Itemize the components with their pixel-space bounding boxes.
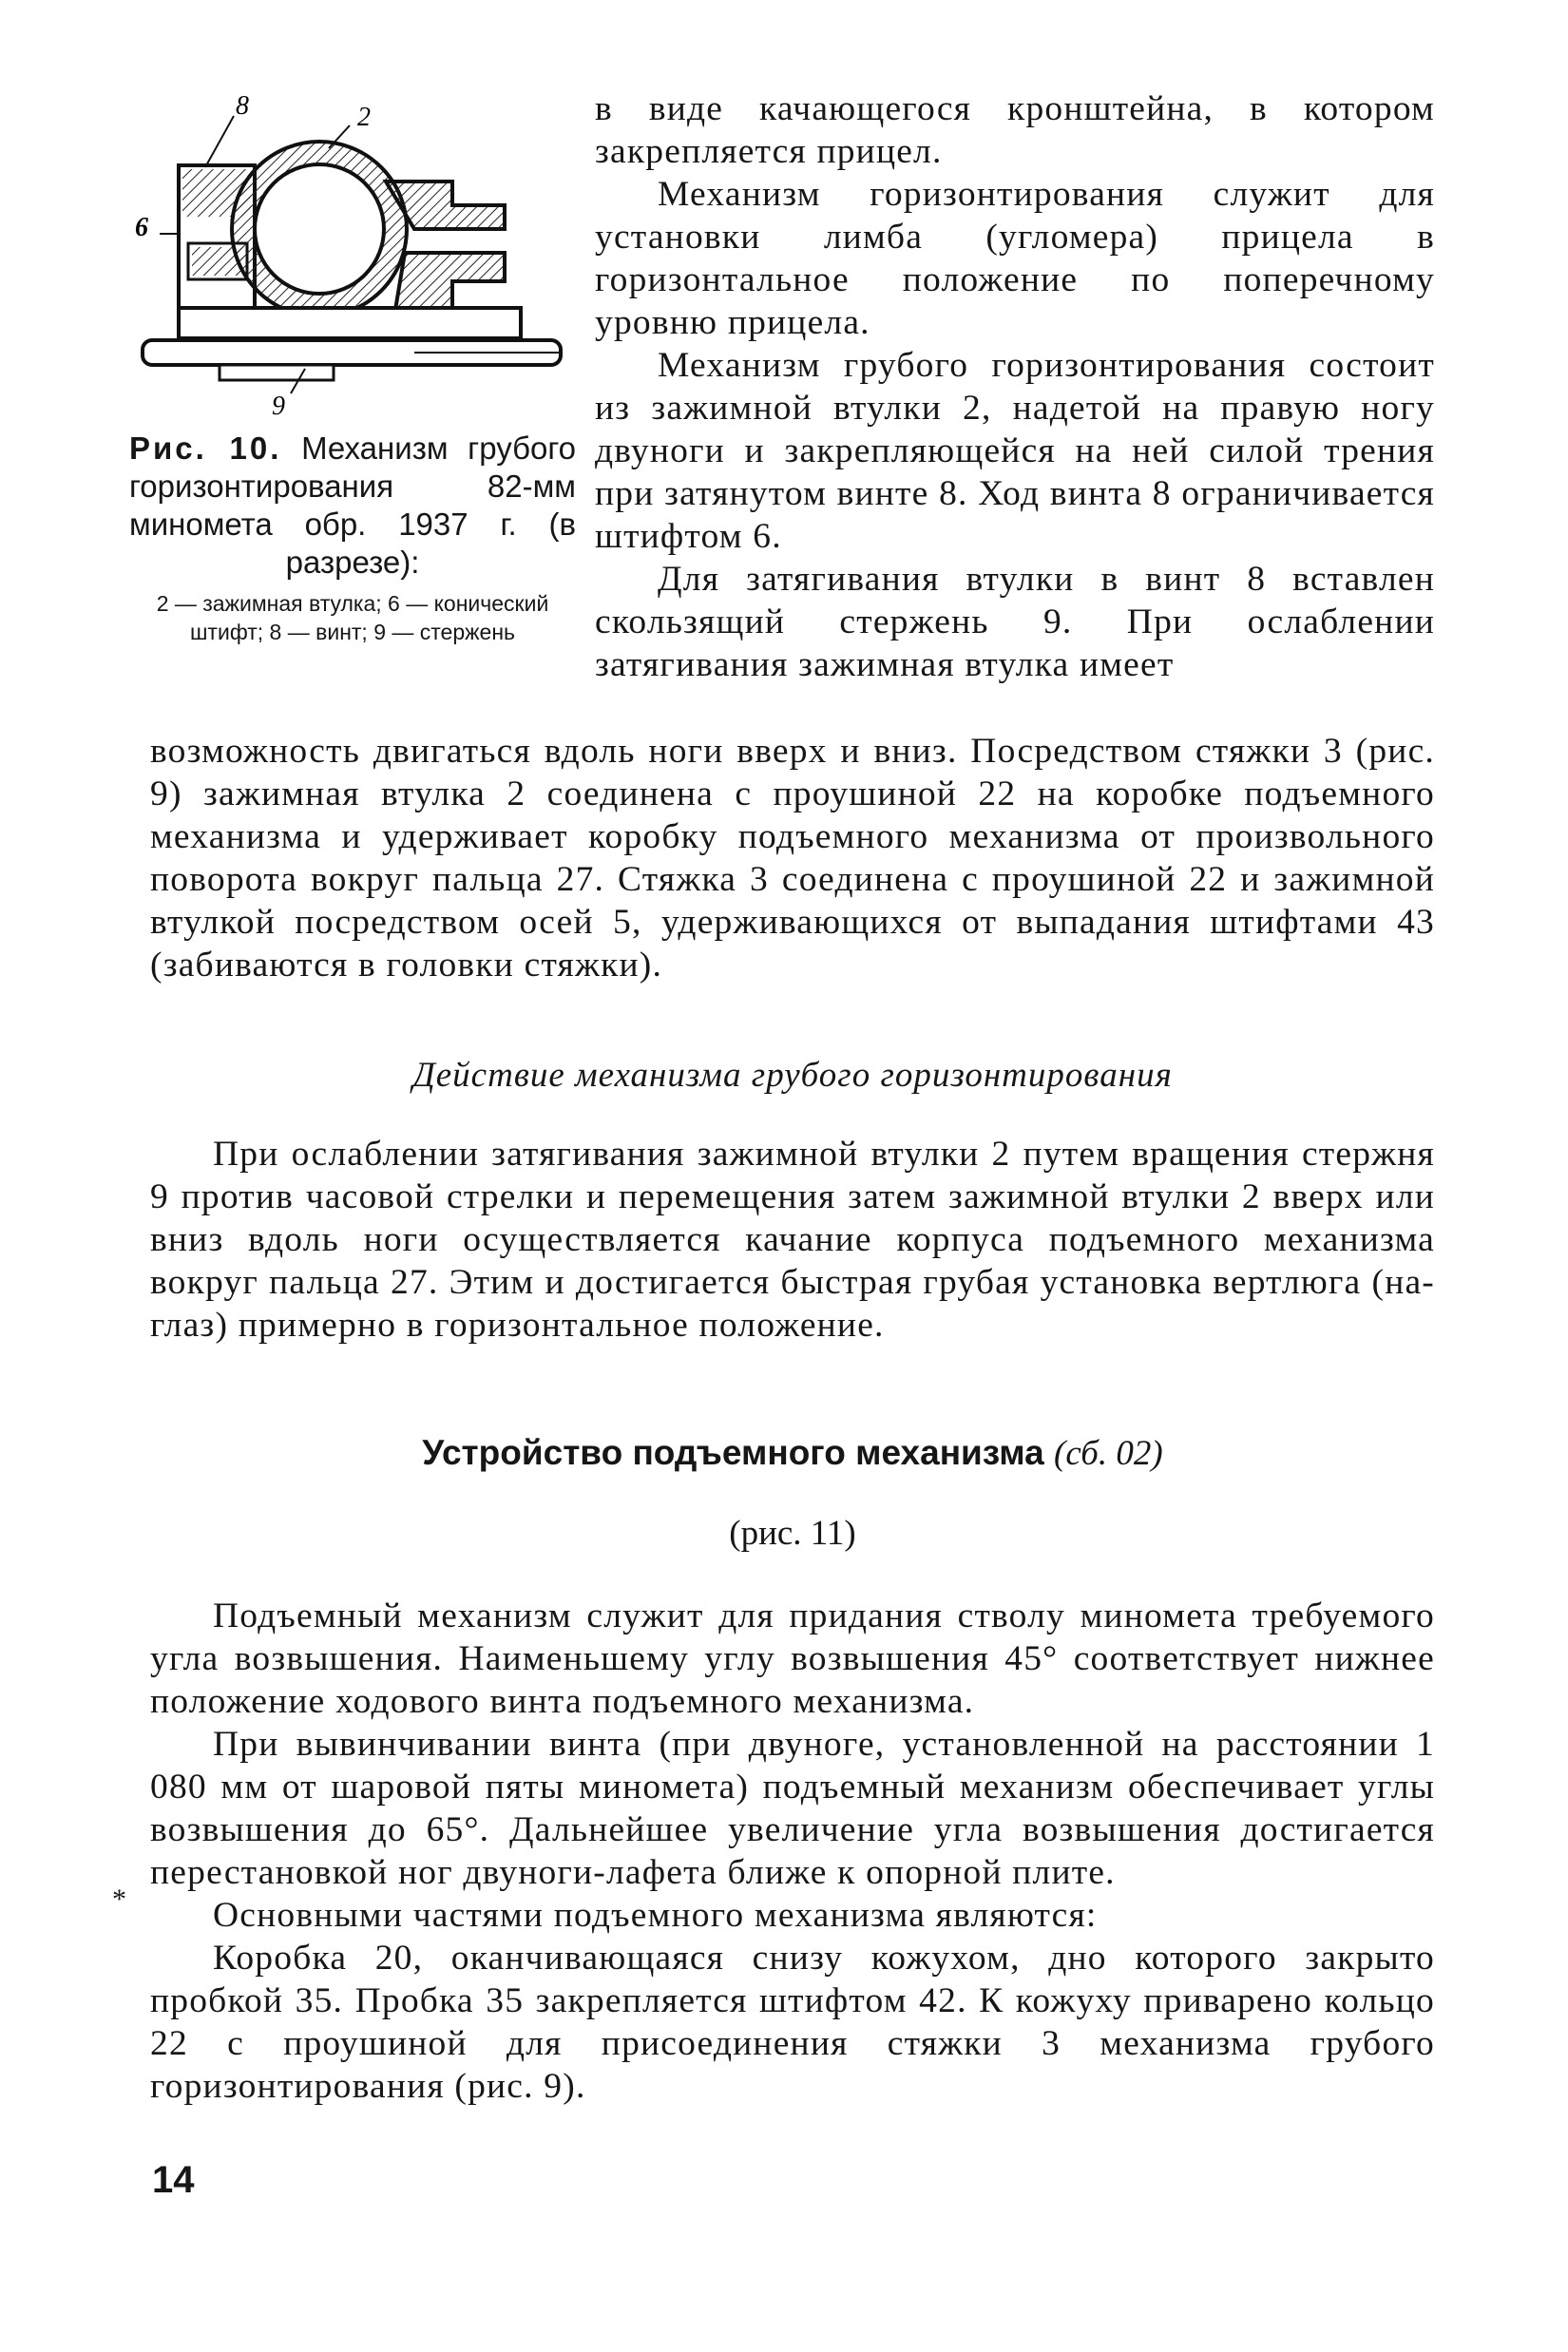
heading-action: Действие механизма грубого горизонтирования xyxy=(412,1056,1173,1095)
full-width-block-1 xyxy=(150,730,1435,986)
paragraph-tightening-end: возможность двигаться вдоль ноги вверх и вниз. Посредством стяжки 3 (рис. 9) зажимная втулка 2 соединена с проушиной 22 на коробке подъемного механизма и удерживает коробку подъемного механизма от произвольного поворота вокруг пальца 27. Стяжка 3 соединена с проушиной 22 и зажимной втулкой посредством осей 5, удерживающихся от выпадания штифтами 43 (забиваются в головки стяжки). xyxy=(150,732,1435,985)
callout-9: 9 xyxy=(272,392,285,421)
margin-mark: * xyxy=(112,1884,126,1915)
paragraph-main-parts: Основными частями подъемного механизма являются: xyxy=(213,1896,1098,1935)
paragraph-continuation: в виде качающегося кронштейна, в котором закрепляется прицел. xyxy=(595,89,1435,171)
page-number: 14 xyxy=(152,2159,195,2201)
callout-6: 6 xyxy=(135,213,148,242)
figure-10 xyxy=(129,91,576,646)
heading-device xyxy=(150,1432,1435,1475)
paragraph-coarse-mechanism: Механизм грубого горизонтирования состоит из зажимной втулки 2, надетой на правую ногу двуноги и закрепляющейся на ней силой трения при затянутом винте 8. Ход винта 8 ограничивается штифтом 6. xyxy=(595,346,1435,556)
callout-2: 2 xyxy=(357,103,371,132)
heading-device-text: Устройство подъемного механизма xyxy=(422,1433,1044,1472)
figure-caption xyxy=(129,430,576,582)
paragraph-action: При ослаблении затягивания зажимной втулки 2 путем вращения стержня 9 против часовой стрелки и перемещения затем зажимной втулки 2 вверх или вниз вдоль ноги осуществляется качание корпуса подъемного механизма вокруг пальца 27. Этим и достигается быстрая грубая установка вертлюга (на-глаз) примерно в горизонтальное положение. xyxy=(150,1135,1435,1345)
heading-device-ref: (сб. 02) xyxy=(1054,1434,1163,1473)
mechanism-cross-section-drawing xyxy=(129,91,576,424)
full-width-block-2 xyxy=(150,1133,1435,1347)
subheading-figure-ref: (рис. 11) xyxy=(729,1514,856,1553)
paragraph-horizontal-mechanism: Механизм горизонтирования служит для установки лимба (угломера) прицела в горизонтальное положение по поперечному уровню прицела. xyxy=(595,175,1435,342)
callout-8: 8 xyxy=(236,91,249,121)
paragraph-box: Коробка 20, оканчивающаяся снизу кожухом, дно которого закрыто пробкой 35. Пробка 35 закрепляется штифтом 42. К кожуху приварено кольцо 22 с проушиной для присоединения стяжки 3 механизма грубого горизонтирования (рис. 9). xyxy=(150,1939,1435,2106)
figure-caption-text: Механизм грубого горизонтирования 82-мм миномета обр. 1937 г. (в разрезе): xyxy=(129,430,576,580)
figure-legend: 2 — зажимная втулка; 6 — конический штифт; 8 — винт; 9 — стержень xyxy=(156,591,549,644)
figure-caption-label: Рис. 10. xyxy=(129,430,282,466)
paragraph-unscrewing: При вывинчивании винта (при двуноге, установленной на расстоянии 1 080 мм от шаровой пяты миномета) подъемный механизм обеспечивает углы возвышения до 65°. Дальнейшее увеличение угла возвышения достигается перестановкой ног двуноги-лафета ближе к опорной плите. xyxy=(150,1725,1435,1892)
paragraph-purpose: Подъемный механизм служит для придания стволу миномета требуемого угла возвышения. Наименьшему углу возвышения 45° соответствует нижнее положение ходового винта подъемного механизма. xyxy=(150,1597,1435,1721)
paragraph-tightening-start: Для затягивания втулки в винт 8 вставлен скользящий стержень 9. При ослаблении затягивания зажимная втулка имеет xyxy=(595,560,1435,684)
full-width-block-3 xyxy=(150,1595,1435,2108)
right-column xyxy=(595,87,1435,686)
